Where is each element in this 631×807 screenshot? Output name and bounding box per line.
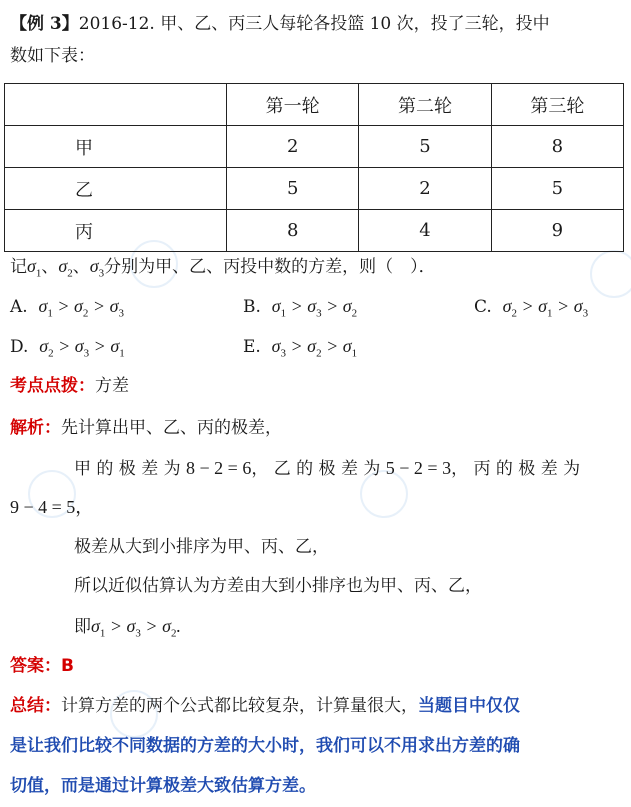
table-header-row — [5, 84, 624, 126]
jiexi-line-5 — [74, 574, 625, 598]
math-expr: 9 − 4 = 5， — [10, 497, 94, 517]
table-header-cell: 第三轮 — [491, 84, 623, 126]
table-cell: 8 — [491, 126, 623, 168]
kaodian-line — [10, 374, 625, 398]
row-name: 甲 — [5, 126, 227, 168]
question-prefix: 记 — [10, 257, 27, 277]
table-header-cell: 第一轮 — [227, 84, 359, 126]
jiexi-text: 甲 的 极 差 为 — [74, 459, 187, 479]
question-line — [10, 254, 625, 286]
jiexi-text: 极差从大到小排序为甲、丙、乙， — [74, 537, 329, 557]
sigma-3: $\sigma_3$ — [89, 256, 105, 280]
summary-text: 计算方差的两个公式都比较复杂，计算量很大， — [61, 696, 418, 716]
summary-emphasis: 当题目中仅仅 — [418, 696, 520, 716]
answer-line — [10, 654, 625, 678]
answer-label: 答案： — [10, 656, 61, 676]
separator: 、 — [72, 257, 90, 277]
kaodian-label: 考点点拨： — [10, 376, 95, 396]
intro-text-2: 数如下表： — [10, 46, 95, 66]
option-b[interactable] — [243, 296, 357, 320]
option-label: E. — [243, 337, 261, 357]
example-tag: 【例 3】 — [10, 14, 79, 34]
table-header-cell: 第二轮 — [359, 84, 491, 126]
summary-line-3 — [10, 774, 625, 798]
option-label: D. — [10, 337, 29, 357]
table-row — [5, 168, 624, 210]
option-expr: $\sigma_2 > \sigma_1 > \sigma_3$ — [502, 296, 589, 320]
jiexi-line-3 — [10, 495, 625, 520]
table-header-cell — [5, 84, 227, 126]
jiexi-text: 即 — [74, 617, 91, 637]
sigma-1: $\sigma_1$ — [27, 256, 42, 280]
table-cell: 9 — [491, 210, 623, 252]
option-c[interactable] — [474, 296, 588, 320]
math-expr: 5 − 2 = 3 — [385, 458, 452, 478]
intro-text-1: 2016-12. 甲、乙、丙三人每轮各投篮 10 次，投了三轮，投中 — [78, 14, 550, 34]
option-a[interactable] — [10, 296, 124, 320]
jiexi-text: ， 乙 的 极 差 为 — [251, 459, 386, 479]
jiexi-label: 解析： — [10, 418, 61, 438]
table-cell: 2 — [359, 168, 491, 210]
sigma-2: $\sigma_2$ — [58, 256, 73, 280]
table-cell: 5 — [359, 126, 491, 168]
kaodian-text: 方差 — [95, 376, 129, 396]
jiexi-text: 先计算出甲、乙、丙的极差， — [61, 418, 282, 438]
option-expr: $\sigma_1 > \sigma_3 > \sigma_2$ — [271, 296, 358, 320]
option-label: A. — [10, 297, 28, 317]
summary-emphasis: 是让我们比较不同数据的方差的大小时，我们可以不用求出方差的确 — [10, 736, 520, 756]
math-expr: 8 − 2 = 6 — [186, 458, 252, 478]
summary-label: 总结： — [10, 696, 61, 716]
table-row — [5, 126, 624, 168]
intro-line-1 — [10, 12, 625, 36]
option-e[interactable] — [243, 336, 357, 360]
jiexi-line-6 — [74, 614, 625, 646]
answer-value: B — [61, 656, 74, 676]
row-name: 乙 — [5, 168, 227, 210]
question-text: 分别为甲、乙、丙投中数的方差，则（ ）． — [104, 257, 436, 277]
jiexi-text: 所以近似估算认为方差由大到小排序也为甲、丙、乙， — [74, 576, 482, 596]
table-cell: 5 — [227, 168, 359, 210]
row-name: 丙 — [5, 210, 227, 252]
option-d[interactable] — [10, 336, 125, 360]
table-cell: 8 — [227, 210, 359, 252]
table-cell: 2 — [227, 126, 359, 168]
jiexi-text: ， 丙 的 极 差 为 — [451, 459, 581, 479]
intro-line-2 — [10, 44, 625, 68]
separator: 、 — [41, 257, 59, 277]
table-cell: 4 — [359, 210, 491, 252]
option-expr: $\sigma_3 > \sigma_2 > \sigma_1$ — [271, 336, 358, 360]
summary-line-2 — [10, 734, 625, 758]
option-expr: $\sigma_1 > \sigma_2 > \sigma_3$ — [38, 296, 124, 320]
option-label: C. — [474, 297, 492, 317]
table-row — [5, 210, 624, 252]
table-cell: 5 — [491, 168, 623, 210]
summary-line-1 — [10, 694, 625, 718]
jiexi-line-2 — [74, 456, 625, 481]
option-label: B. — [243, 297, 261, 317]
summary-emphasis: 切值，而是通过计算极差大致估算方差。 — [10, 776, 316, 796]
jiexi-line-1 — [10, 416, 625, 440]
option-expr: $\sigma_2 > \sigma_3 > \sigma_1$ — [39, 336, 125, 360]
math-expr: $\sigma_1 > \sigma_3 > \sigma_2$. — [91, 616, 181, 640]
jiexi-line-4 — [74, 535, 625, 559]
scores-table — [4, 83, 624, 252]
